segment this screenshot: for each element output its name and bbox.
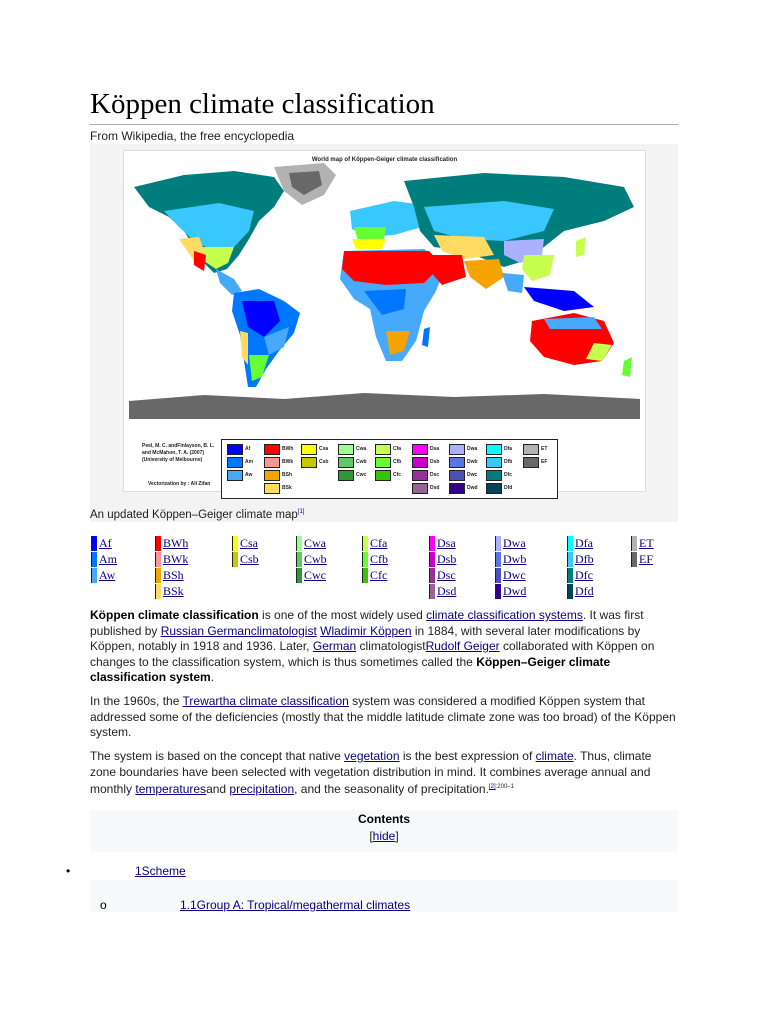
- legend-swatch-dfd: [486, 483, 502, 494]
- climate-link-cfb[interactable]: Cfb: [370, 552, 388, 566]
- climate-color-bar: [567, 568, 573, 583]
- toc-title: Contents: [358, 812, 410, 826]
- bullet-icon: o: [100, 898, 107, 912]
- legend-swatch-dsb: [412, 457, 428, 468]
- legend-swatch-dsc: [412, 470, 428, 481]
- text: is one of the most widely used: [258, 608, 427, 622]
- legend-label-am: Am: [245, 459, 254, 465]
- legend-swatch-csb: [301, 457, 317, 468]
- link-trewartha[interactable]: Trewartha climate classification: [182, 694, 349, 708]
- legend-swatch-dwc: [449, 470, 465, 481]
- climate-color-bar: [631, 552, 637, 567]
- legend-label-cwc: Cwc: [356, 472, 367, 478]
- text: system was considered a modified Köppen system that addressed some of the deficiencies (mostly that the middle latitude climate zone was too broad) of the Köppen system.: [90, 694, 676, 739]
- legend-label-dsa: Dsa: [430, 446, 440, 452]
- climate-color-bar: [429, 584, 435, 599]
- climate-link-dwb[interactable]: Dwb: [503, 552, 527, 566]
- climate-color-bar: [232, 552, 238, 567]
- legend-swatch-ef: [523, 457, 539, 468]
- legend-swatch-cwa: [338, 444, 354, 455]
- climate-color-bar: [495, 552, 501, 567]
- legend-swatch-aw: [227, 470, 243, 481]
- climate-color-bar: [362, 552, 368, 567]
- link-climate[interactable]: climate: [535, 749, 574, 763]
- climate-color-bar: [495, 536, 501, 551]
- climate-link-am[interactable]: Am: [99, 552, 117, 566]
- climate-link-cfa[interactable]: Cfa: [370, 536, 388, 550]
- link-rudolf-geiger[interactable]: Rudolf Geiger: [425, 639, 500, 653]
- climate-link-dsb[interactable]: Dsb: [437, 552, 457, 566]
- caption-ref[interactable]: [1]: [297, 509, 305, 516]
- text: collaborated with Köppen on changes to the classification system, which is thus sometimes called the: [90, 639, 655, 669]
- climate-link-cfc[interactable]: Cfc: [370, 568, 388, 582]
- climate-color-bar: [429, 568, 435, 583]
- legend-label-dwb: Dwb: [467, 459, 478, 465]
- climate-color-bar: [91, 552, 97, 567]
- legend-swatch-bsh: [264, 470, 280, 481]
- text: . It was first published by: [90, 608, 644, 638]
- legend-swatch-bwh: [264, 444, 280, 455]
- trewartha-paragraph: [90, 694, 680, 741]
- map-legend: [221, 439, 558, 499]
- legend-label-bsk: BSk: [282, 485, 292, 491]
- system-paragraph: [90, 749, 680, 798]
- link-climate-classification-systems[interactable]: climate classification systems: [426, 608, 583, 622]
- climate-link-dsd[interactable]: Dsd: [437, 584, 457, 598]
- climate-color-bar: [362, 536, 368, 551]
- text: . Thus, climate zone boundaries have been selected with vegetation distribution in mind. It combines average annual and monthly: [90, 749, 652, 796]
- legend-label-aw: Aw: [245, 472, 253, 478]
- climate-link-cwa[interactable]: Cwa: [304, 536, 326, 550]
- climate-link-cwc[interactable]: Cwc: [304, 568, 326, 582]
- text: in 1884, with several later modifications by Köppen, notably in 1918 and 1936. Later,: [90, 623, 641, 653]
- climate-color-bar: [155, 568, 161, 583]
- climate-color-bar: [91, 568, 97, 583]
- legend-swatch-dfa: [486, 444, 502, 455]
- climate-color-bar: [567, 536, 573, 551]
- legend-swatch-cwc: [338, 470, 354, 481]
- legend-swatch-et: [523, 444, 539, 455]
- legend-swatch-dwb: [449, 457, 465, 468]
- climate-color-bar: [567, 584, 573, 599]
- legend-swatch-cwb: [338, 457, 354, 468]
- toc-hide-toggle: [90, 829, 678, 843]
- vector-credit: Vectorization by : Ali Zifan: [148, 481, 211, 487]
- map-credit: [142, 443, 232, 464]
- legend-label-dsc: Dsc: [430, 472, 440, 478]
- legend-label-dsd: Dsd: [430, 485, 440, 491]
- text: is the best expression of: [399, 749, 536, 763]
- climate-color-bar: [429, 552, 435, 567]
- legend-label-dwa: Dwa: [467, 446, 478, 452]
- climate-link-bwh[interactable]: BWh: [163, 536, 189, 550]
- climate-link-dwd[interactable]: Dwd: [503, 584, 527, 598]
- text: The system is based on the concept that native: [90, 749, 345, 763]
- intro-paragraph: [90, 608, 680, 686]
- credit-line: and McMahon, T. A. (2007): [142, 450, 205, 456]
- legend-label-csa: Csa: [319, 446, 329, 452]
- climate-link-dfd[interactable]: Dfd: [575, 584, 594, 598]
- climate-map-image[interactable]: [123, 150, 646, 492]
- credit-line: Peel, M. C. andFinlayson, B. L.: [142, 443, 215, 449]
- legend-label-ef: EF: [541, 459, 548, 465]
- legend-label-cfb: Cfb: [393, 459, 402, 465]
- toc-item-group-a[interactable]: 1.1Group A: Tropical/megathermal climates: [180, 898, 411, 912]
- legend-swatch-am: [227, 457, 243, 468]
- text: , and the seasonality of precipitation.: [294, 782, 489, 796]
- legend-label-cwa: Cwa: [356, 446, 367, 452]
- bullet-icon: •: [66, 864, 71, 878]
- legend-label-dwc: Dwc: [467, 472, 478, 478]
- climate-color-bar: [495, 584, 501, 599]
- climate-color-bar: [495, 568, 501, 583]
- text: .: [210, 670, 215, 684]
- legend-swatch-csa: [301, 444, 317, 455]
- legend-label-dfc: Dfc: [504, 472, 513, 478]
- climate-color-bar: [155, 536, 161, 551]
- legend-label-csb: Csb: [319, 459, 329, 465]
- bold-term: Köppen–Geiger climate classification system: [90, 654, 611, 684]
- climate-link-aw[interactable]: Aw: [99, 568, 116, 582]
- link-russian-german-climatologist[interactable]: Russian Germanclimatologist: [160, 623, 317, 638]
- climate-color-bar: [296, 536, 302, 551]
- climate-link-csa[interactable]: Csa: [240, 536, 258, 550]
- legend-label-cfa: Cfa: [393, 446, 402, 452]
- climate-color-bar: [567, 552, 573, 567]
- climate-link-dsa[interactable]: Dsa: [437, 536, 456, 550]
- legend-label-dfb: Dfb: [504, 459, 513, 465]
- figure-caption: [90, 509, 304, 521]
- climate-color-bar: [232, 536, 238, 551]
- climate-link-bsk[interactable]: BSk: [163, 584, 184, 598]
- text: In the 1960s, the: [90, 694, 183, 708]
- legend-swatch-cfb: [375, 457, 391, 468]
- climate-color-bar: [91, 536, 97, 551]
- climate-link-bwk[interactable]: BWk: [163, 552, 189, 566]
- legend-label-cfc: Cfc: [393, 472, 402, 478]
- climate-link-ef[interactable]: EF: [639, 552, 654, 566]
- legend-swatch-dfc: [486, 470, 502, 481]
- climate-map-figure: [90, 144, 678, 522]
- bold-term: Köppen climate classification: [90, 608, 259, 622]
- climate-color-bar: [155, 584, 161, 599]
- legend-swatch-bwk: [264, 457, 280, 468]
- legend-swatch-af: [227, 444, 243, 455]
- citation-ref[interactable]: [2]: [488, 784, 496, 790]
- climate-color-bar: [429, 536, 435, 551]
- table-of-contents: [90, 810, 678, 912]
- toc-hide-link[interactable]: hide: [372, 829, 396, 843]
- legend-label-bwk: BWk: [282, 459, 294, 465]
- climate-link-dwa[interactable]: Dwa: [503, 536, 526, 550]
- legend-label-dfd: Dfd: [504, 485, 513, 491]
- legend-label-et: ET: [541, 446, 548, 452]
- map-title: World map of Köppen-Geiger climate classification: [311, 157, 458, 163]
- text: climatologist: [356, 639, 426, 653]
- legend-swatch-cfc: [375, 470, 391, 481]
- world-map: [124, 151, 645, 436]
- legend-swatch-dfb: [486, 457, 502, 468]
- climate-color-bar: [631, 536, 637, 551]
- link-precipitation[interactable]: precipitation: [229, 782, 295, 796]
- legend-swatch-cfa: [375, 444, 391, 455]
- legend-label-dwd: Dwd: [467, 485, 478, 491]
- legend-swatch-bsk: [264, 483, 280, 494]
- legend-label-bsh: BSh: [282, 472, 292, 478]
- climate-color-bar: [362, 568, 368, 583]
- caption-text: An updated Köppen–Geiger climate map: [90, 509, 298, 521]
- climate-link-csb[interactable]: Csb: [240, 552, 259, 566]
- climate-link-dwc[interactable]: Dwc: [503, 568, 526, 582]
- page-tagline: From Wikipedia, the free encyclopedia: [90, 129, 295, 143]
- legend-label-bwh: BWh: [282, 446, 294, 452]
- credit-line: (University of Melbourne): [142, 457, 203, 463]
- legend-label-dfa: Dfa: [504, 446, 513, 452]
- climate-color-bar: [296, 552, 302, 567]
- link-wladimir-koppen[interactable]: Wladimir Köppen: [320, 623, 412, 638]
- page-title: Köppen climate classification: [90, 88, 435, 120]
- link-temperatures[interactable]: temperatures: [135, 782, 207, 796]
- climate-color-bar: [155, 552, 161, 567]
- legend-swatch-dsd: [412, 483, 428, 494]
- link-german[interactable]: German: [312, 639, 357, 653]
- legend-swatch-dwd: [449, 483, 465, 494]
- climate-link-bsh[interactable]: BSh: [163, 568, 184, 582]
- citation-pages: :200–1: [495, 784, 514, 790]
- climate-link-af[interactable]: Af: [99, 536, 112, 550]
- title-divider: [90, 124, 678, 125]
- text: and: [206, 782, 230, 796]
- climate-link-dfc[interactable]: Dfc: [575, 568, 593, 582]
- bracket: [: [369, 829, 373, 843]
- link-vegetation[interactable]: vegetation: [344, 749, 400, 763]
- climate-link-dfa[interactable]: Dfa: [575, 536, 593, 550]
- legend-swatch-dwa: [449, 444, 465, 455]
- legend-label-cwb: Cwb: [356, 459, 367, 465]
- legend-label-dsb: Dsb: [430, 459, 440, 465]
- legend-label-af: Af: [245, 446, 251, 452]
- climate-link-dfb[interactable]: Dfb: [575, 552, 594, 566]
- climate-link-et[interactable]: ET: [639, 536, 654, 550]
- bracket: ]: [395, 829, 399, 843]
- legend-swatch-dsa: [412, 444, 428, 455]
- climate-color-bar: [296, 568, 302, 583]
- climate-link-dsc[interactable]: Dsc: [437, 568, 456, 582]
- climate-link-cwb[interactable]: Cwb: [304, 552, 327, 566]
- toc-item-scheme[interactable]: 1Scheme: [135, 864, 186, 878]
